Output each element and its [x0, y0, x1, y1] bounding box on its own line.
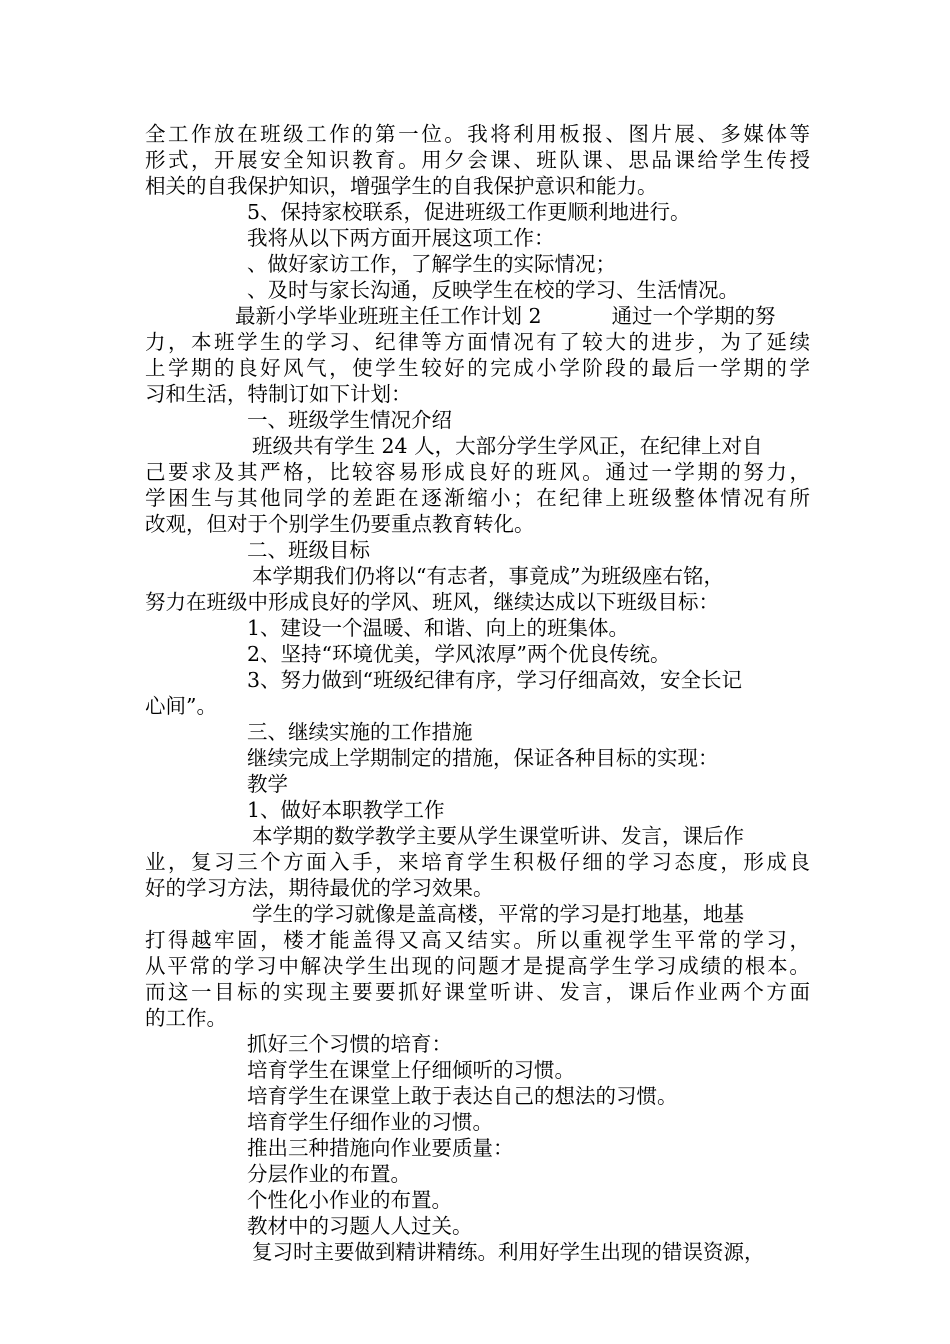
- section-heading: 一、班级学生情况介绍: [247, 408, 452, 432]
- paragraph-line: 从 平 常 的 学 习 中 解 决 学 生 出 现 的 问 题 才 是 提 高 学 生 学 习 成 绩 的 根 本 。: [145, 954, 810, 978]
- section-title: 最新小学毕业班班主任工作计划 2: [235, 304, 542, 328]
- paragraph-line: 力 ， 本 班 学 生 的 学 习 、 纪 律 等 方 面 情 况 有 了 较 大 的 进 步 ， 为 了 延 续: [145, 330, 810, 354]
- list-item: 培育学生仔细作业的习惯。: [247, 1110, 493, 1134]
- section-heading: 二、班级目标: [247, 538, 370, 562]
- paragraph-line: 抓好三个习惯的培育：: [247, 1032, 452, 1056]
- list-item: 、做好家访工作，了解学生的实际情况；: [247, 252, 616, 276]
- paragraph-line: 学 困 生 与 其 他 同 学 的 差 距 在 逐 渐 缩 小 ； 在 纪 律 上 班 级 整 体 情 况 有 所: [145, 486, 810, 510]
- list-item: 分层作业的布置。: [247, 1162, 411, 1186]
- list-item: 1、建设一个温暖、和谐、向上的班集体。: [247, 616, 630, 640]
- list-item: 、及时与家长沟通，反映学生在校的学习、生活情况。: [247, 278, 739, 302]
- paragraph-line: 好的学习方法，期待最优的学习效果。: [145, 876, 494, 900]
- paragraph-line: 努力在班级中形成良好的学风、班风，继续达成以下班级目标：: [145, 590, 719, 614]
- paragraph-line: 继续完成上学期制定的措施，保证各种目标的实现：: [247, 746, 719, 770]
- paragraph-line: 全 工 作 放 在 班 级 工 作 的 第 一 位 。 我 将 利 用 板 报 、 图 片 展 、 多 媒 体 等: [145, 122, 810, 146]
- list-item: 培育学生在课堂上敢于表达自己的想法的习惯。: [247, 1084, 678, 1108]
- paragraph-line: 打 得 越 牢 固 ， 楼 才 能 盖 得 又 高 又 结 实 。 所 以 重 视 学 生 平 常 的 学 习 ，: [145, 928, 810, 952]
- paragraph-line: 班级共有学生 24 人，大部分学生学风正，在纪律上对自: [252, 434, 763, 458]
- paragraph-line: 推出三种措施向作业要质量：: [247, 1136, 514, 1160]
- list-item: 个性化小作业的布置。: [247, 1188, 452, 1212]
- paragraph-line: 己 要 求 及 其 严 格 ， 比 较 容 易 形 成 良 好 的 班 风 。 通 过 一 学 期 的 努 力 ，: [145, 460, 810, 484]
- paragraph-line: 复习时主要做到精讲精练。利用好学生出现的错误资源，: [252, 1240, 765, 1264]
- paragraph-line: 学生的学习就像是盖高楼，平常的学习是打地基，地基: [252, 902, 744, 926]
- paragraph-line: 本学期我们仍将以“有志者，事竟成”为班级座右铭，: [252, 564, 724, 588]
- paragraph-line: 本学期的数学教学主要从学生课堂听讲、发言，课后作: [252, 824, 744, 848]
- paragraph-line: 相关的自我保护知识，增强学生的自我保护意识和能力。: [145, 174, 658, 198]
- paragraph-line: [235, 303, 776, 329]
- list-item: 2、坚持“环境优美，学风浓厚”两个优良传统。: [247, 642, 671, 666]
- paragraph-line: 心间”。: [145, 694, 217, 718]
- list-item: 教材中的习题人人过关。: [247, 1214, 473, 1238]
- paragraph-text: 通过一个学期的努: [611, 304, 776, 328]
- paragraph-line: 上 学 期 的 良 好 风 气 ， 使 学 生 较 好 的 完 成 小 学 阶 段 的 最 后 一 学 期 的 学: [145, 356, 810, 380]
- paragraph-line: 我将从以下两方面开展这项工作：: [247, 226, 555, 250]
- paragraph-line: 而 这 一 目 标 的 实 现 主 要 要 抓 好 课 堂 听 讲 、 发 言 ， 课 后 作 业 两 个 方 面: [145, 980, 810, 1004]
- paragraph-line: 改观，但对于个别学生仍要重点教育转化。: [145, 512, 535, 536]
- section-heading: 三、继续实施的工作措施: [247, 720, 473, 744]
- list-item: 1、做好本职教学工作: [247, 798, 445, 822]
- paragraph-line: 形 式 ， 开 展 安 全 知 识 教 育 。 用 夕 会 课 、 班 队 课 、 思 品 课 给 学 生 传 授: [145, 148, 810, 172]
- paragraph-line: 业 ， 复 习 三 个 方 面 入 手 ， 来 培 育 学 生 积 极 仔 细 的 学 习 态 度 ， 形 成 良: [145, 850, 810, 874]
- list-item: 5、保持家校联系，促进班级工作更顺利地进行。: [247, 200, 691, 224]
- subheading: 教学: [247, 772, 288, 796]
- paragraph-line: 的工作。: [145, 1006, 227, 1030]
- list-item: 培育学生在课堂上仔细倾听的习惯。: [247, 1058, 575, 1082]
- list-item: 3、努力做到“班级纪律有序，学习仔细高效，安全长记: [247, 668, 743, 692]
- paragraph-line: 习和生活，特制订如下计划：: [145, 382, 412, 406]
